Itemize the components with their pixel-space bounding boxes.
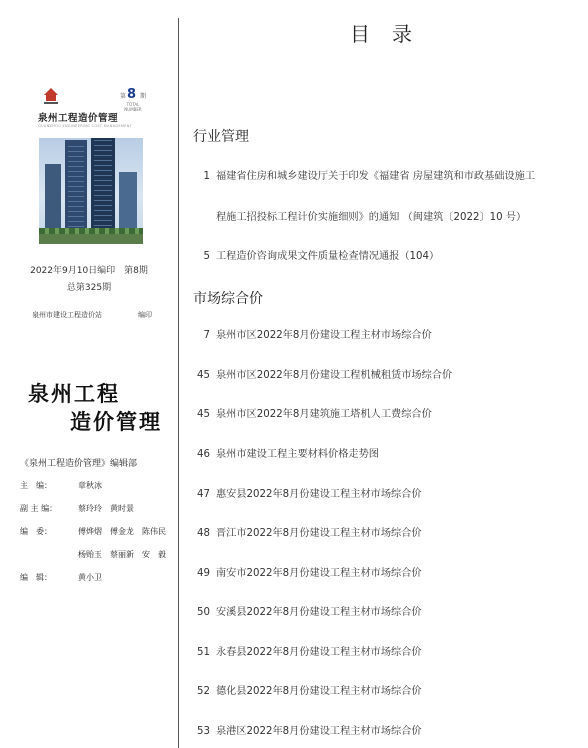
toc-text: 晋江市2022年8月份建设工程主材市场综合价 bbox=[216, 528, 422, 539]
staff-role: 副 主 编： bbox=[20, 504, 58, 513]
building-shape bbox=[65, 140, 87, 234]
toc-entry[interactable] bbox=[180, 603, 422, 618]
section-heading: 市场综合价 bbox=[193, 291, 263, 307]
toc-text: 福建省住房和城乡建设厅关于印发《福建省 房屋建筑和市政基础设施工 bbox=[216, 171, 536, 182]
left-column bbox=[0, 0, 178, 748]
cover-title-en: QUANZHOU ENGINEERING COST MANAGEMENT bbox=[38, 124, 133, 128]
issue-number: 8 bbox=[127, 87, 137, 102]
section-heading: 行业管理 bbox=[193, 129, 249, 145]
cover-date: 2022年9月10日编印 第8期 bbox=[30, 266, 148, 276]
staff-names: 杨贻玉 蔡丽新 安 毅 bbox=[78, 550, 166, 559]
issue-sub: TOTAL NUMBER bbox=[124, 102, 142, 112]
editorial-heading: 《泉州工程造价管理》编辑部 bbox=[20, 459, 138, 469]
staff-role: 主 编： bbox=[20, 481, 52, 490]
staff-names: 黄小卫 bbox=[78, 573, 102, 582]
toc-entry[interactable] bbox=[180, 366, 452, 381]
toc-text: 永春县2022年8月份建设工程主材市场综合价 bbox=[216, 647, 422, 658]
toc-text: 泉州市区2022年8月份建设工程机械租赁市场综合价 bbox=[216, 370, 453, 381]
toc-page: 1 bbox=[203, 171, 210, 182]
toc-entry[interactable] bbox=[180, 405, 432, 420]
issue-suffix: 期 bbox=[140, 93, 147, 100]
building-logo-icon bbox=[44, 88, 58, 104]
staff-names: 傅烨熠 傅金龙 陈伟民 bbox=[78, 527, 166, 536]
building-shape bbox=[119, 172, 137, 234]
toc-entry[interactable] bbox=[180, 326, 432, 341]
toc-page: 49 bbox=[197, 568, 210, 579]
toc-page: 7 bbox=[203, 330, 210, 341]
toc-page: 5 bbox=[203, 251, 210, 262]
toc-text: 泉州市建设工程主要材料价格走势图 bbox=[216, 449, 379, 460]
toc-entry[interactable] bbox=[180, 564, 422, 579]
staff-names: 章秋冰 bbox=[78, 481, 102, 490]
toc-page: 53 bbox=[197, 726, 210, 737]
toc-entry[interactable] bbox=[180, 247, 439, 262]
staff-role: 编 辑： bbox=[20, 573, 52, 582]
toc-page: 52 bbox=[197, 686, 210, 697]
column-divider bbox=[178, 18, 179, 748]
cover-title: 泉州工程造价管理 bbox=[38, 113, 119, 124]
masthead-line2: 造价管理 bbox=[70, 410, 162, 434]
toc-page: 50 bbox=[197, 607, 210, 618]
staff-names: 蔡玲玲 黄时景 bbox=[78, 504, 134, 513]
toc-text: 程施工招投标工程计价实施细则》的通知 （闽建筑〔2022〕10 号） bbox=[216, 212, 527, 223]
toc-text: 泉州市区2022年8月份建设工程主材市场综合价 bbox=[216, 330, 432, 341]
cover-total-issue: 总第325期 bbox=[66, 283, 112, 293]
toc-entry[interactable] bbox=[180, 485, 422, 500]
toc-title: 目录 bbox=[350, 22, 434, 46]
toc-page: 45 bbox=[197, 370, 210, 381]
toc-entry[interactable] bbox=[180, 445, 379, 460]
toc-page: 48 bbox=[197, 528, 210, 539]
toc-text: 德化县2022年8月份建设工程主材市场综合价 bbox=[216, 686, 422, 697]
toc-page: 46 bbox=[197, 449, 210, 460]
toc-entry[interactable] bbox=[180, 682, 422, 697]
staff-role: 编 委： bbox=[20, 527, 52, 536]
issue-prefix: 第 bbox=[120, 93, 127, 100]
toc-text: 泉州市区2022年8月建筑施工塔机人工费综合价 bbox=[216, 409, 432, 420]
ground-shape bbox=[39, 232, 143, 244]
cover-publisher: 泉州市建设工程造价站 bbox=[32, 311, 102, 319]
toc-page: 47 bbox=[197, 489, 210, 500]
toc-page: 51 bbox=[197, 647, 210, 658]
building-shape bbox=[91, 138, 115, 234]
cover-photo bbox=[39, 138, 143, 244]
building-shape bbox=[45, 164, 61, 234]
toc-entry[interactable] bbox=[180, 524, 422, 539]
toc-text: 惠安县2022年8月份建设工程主材市场综合价 bbox=[216, 489, 422, 500]
table-of-contents bbox=[180, 0, 588, 748]
toc-text: 南安市2022年8月份建设工程主材市场综合价 bbox=[216, 568, 422, 579]
toc-page: 45 bbox=[197, 409, 210, 420]
toc-entry[interactable] bbox=[180, 208, 526, 223]
cover-publisher-role: 编印 bbox=[138, 311, 152, 319]
toc-entry[interactable] bbox=[180, 167, 535, 182]
toc-text: 泉港区2022年8月份建设工程主材市场综合价 bbox=[216, 726, 422, 737]
toc-entry[interactable] bbox=[180, 722, 422, 737]
masthead-line1: 泉州工程 bbox=[28, 382, 120, 406]
toc-entry[interactable] bbox=[180, 643, 422, 658]
toc-text: 安溪县2022年8月份建设工程主材市场综合价 bbox=[216, 607, 422, 618]
toc-text: 工程造价咨询成果文件质量检查情况通报（104） bbox=[216, 251, 440, 262]
